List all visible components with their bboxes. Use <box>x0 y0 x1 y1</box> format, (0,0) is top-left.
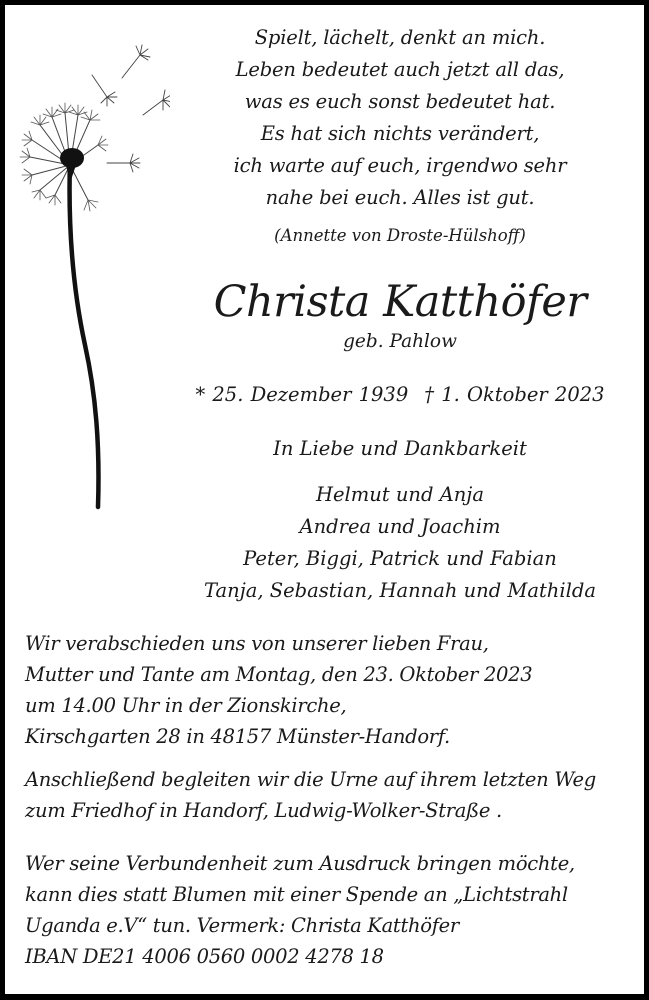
mourner-line: Helmut und Anja <box>316 483 484 506</box>
dedication: In Liebe und Dankbarkeit <box>273 437 527 460</box>
poem-line: Es hat sich nichts verändert, <box>260 122 540 145</box>
service-line: Wir verabschieden uns von unserer lieben Frau, <box>25 632 489 655</box>
life-dates <box>180 380 620 410</box>
poem-author: (Annette von Droste-Hülshoff) <box>274 226 526 245</box>
mourner-line: Tanja, Sebastian, Hannah und Mathilda <box>204 579 596 602</box>
burial-paragraph <box>25 764 625 826</box>
donation-paragraph <box>25 848 625 972</box>
service-line: um 14.00 Uhr in der Zionskirche, <box>25 694 347 717</box>
burial-line: Anschließend begleiten wir die Urne auf ihrem letzten Weg <box>25 768 596 791</box>
poem-line: Leben bedeutet auch jetzt all das, <box>235 58 565 81</box>
service-line: Mutter und Tante am Montag, den 23. Oktober 2023 <box>25 663 533 686</box>
service-line: Kirschgarten 28 in 48157 Münster-Handorf. <box>25 725 450 748</box>
donation-line: Uganda e.V“ tun. Vermerk: Christa Katthöfer <box>25 914 459 937</box>
poem-line: ich warte auf euch, irgendwo sehr <box>233 154 567 177</box>
donation-line: Wer seine Verbundenheit zum Ausdruck bringen möchte, <box>25 852 575 875</box>
maiden-name: geb. Pahlow <box>343 331 457 352</box>
poem-line: Spielt, lächelt, denkt an mich. <box>254 26 546 49</box>
birth-date: * 25. Dezember 1939 <box>195 383 409 406</box>
poem-line: nahe bei euch. Alles ist gut. <box>265 186 535 209</box>
donation-line: kann dies statt Blumen mit einer Spende an „Lichtstrahl <box>25 883 568 906</box>
mourner-line: Peter, Biggi, Patrick und Fabian <box>243 547 557 570</box>
mourner-line: Andrea und Joachim <box>299 515 501 538</box>
mourners-list <box>180 479 620 607</box>
death-date: † 1. Oktober 2023 <box>424 383 605 406</box>
iban-line: IBAN DE21 4006 0560 0002 4278 18 <box>25 945 384 968</box>
dandelion-icon <box>10 25 170 515</box>
deceased-name: Christa Katthöfer <box>213 277 587 327</box>
poem-line: was es euch sonst bedeutet hat. <box>244 90 556 113</box>
service-paragraph <box>25 628 625 752</box>
burial-line: zum Friedhof in Handorf, Ludwig-Wolker-Straße . <box>25 799 502 822</box>
poem <box>180 22 620 214</box>
